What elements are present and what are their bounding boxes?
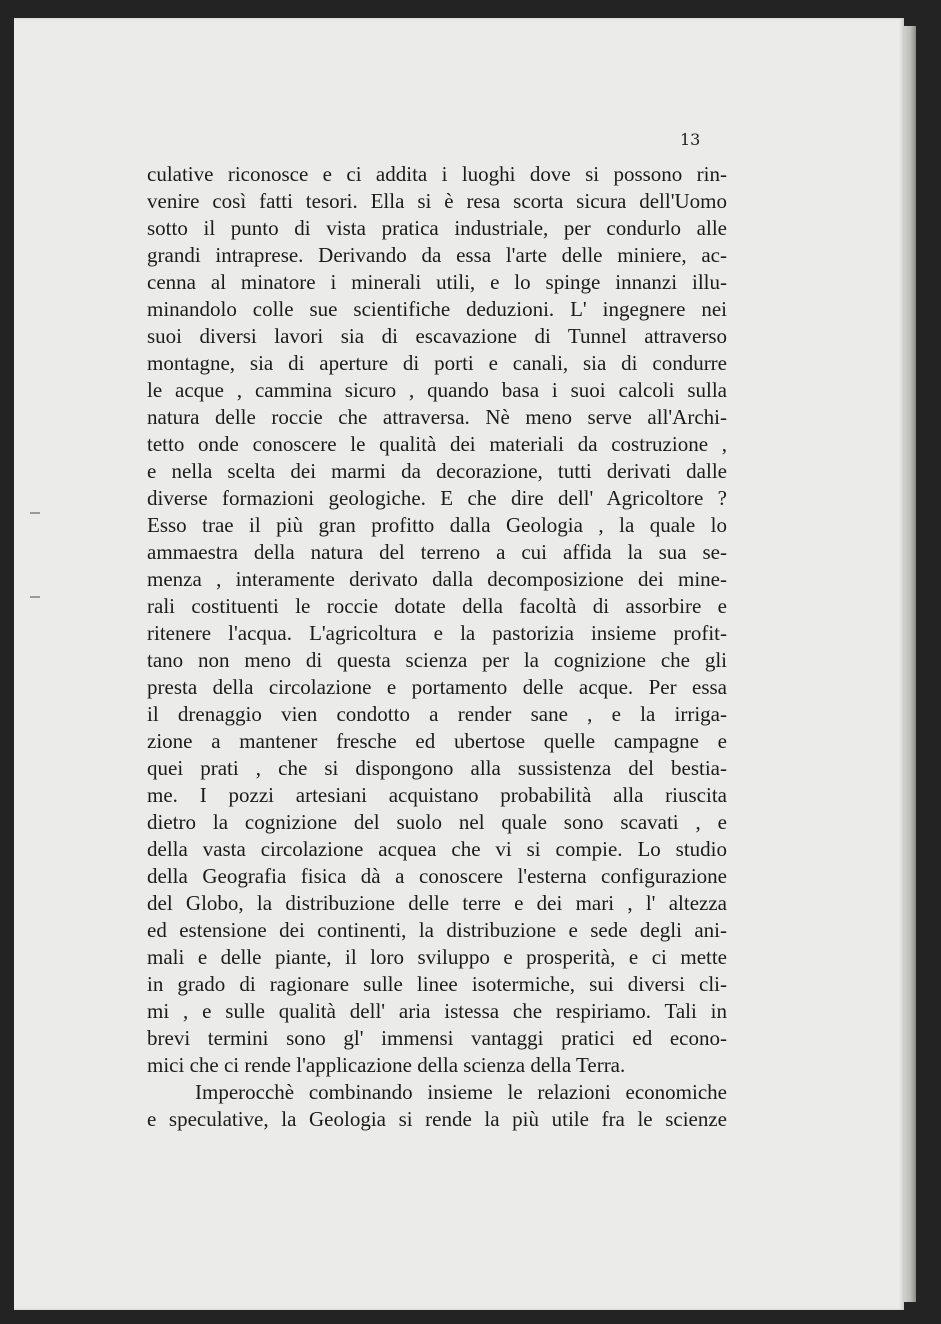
text-line: brevi termini sono gl' immensi vantaggi pratici ed econo- bbox=[147, 1026, 727, 1050]
text-line: mali e delle piante, il loro sviluppo e prosperità, e ci mette bbox=[147, 945, 727, 969]
gutter-mark bbox=[30, 596, 40, 598]
text-line: e nella scelta dei marmi da decorazione, tutti derivati dalle bbox=[147, 459, 727, 483]
text-line: della Geografia fisica dà a conoscere l'esterna configurazione bbox=[147, 864, 727, 888]
text-line: mici che ci rende l'applicazione della scienza della Terra. bbox=[147, 1053, 626, 1077]
text-line: minandolo colle sue scientifiche deduzioni. L' ingegnere nei bbox=[147, 297, 727, 321]
text-line: ritenere l'acqua. L'agricoltura e la pastorizia insieme profit- bbox=[147, 621, 727, 645]
text-line: suoi diversi lavori sia di escavazione di Tunnel attraverso bbox=[147, 324, 727, 348]
text-line: le acque , cammina sicuro , quando basa i suoi calcoli sulla bbox=[147, 378, 727, 402]
text-line: menza , interamente derivato dalla decomposizione dei mine- bbox=[147, 567, 727, 591]
text-line: ed estensione dei continenti, la distribuzione e sede degli ani- bbox=[147, 918, 727, 942]
text-line: venire così fatti tesori. Ella si è resa scorta sicura dell'Uomo bbox=[147, 189, 727, 213]
text-line: rali costituenti le roccie dotate della facoltà di assorbire e bbox=[147, 594, 727, 618]
text-line: grandi intraprese. Derivando da essa l'arte delle miniere, ac- bbox=[147, 243, 727, 267]
text-line: montagne, sia di aperture di porti e canali, sia di condurre bbox=[147, 351, 727, 375]
text-line: cenna al minatore i minerali utili, e lo spinge innanzi illu- bbox=[147, 270, 727, 294]
text-line: Esso trae il più gran profitto dalla Geologia , la quale lo bbox=[147, 513, 727, 537]
text-line: sotto il punto di vista pratica industriale, per condurlo alle bbox=[147, 216, 727, 240]
gutter-mark bbox=[30, 512, 40, 514]
text-line: presta della circolazione e portamento delle acque. Per essa bbox=[147, 675, 727, 699]
text-line: quei prati , che si dispongono alla sussistenza del bestia- bbox=[147, 756, 727, 780]
page-edge bbox=[902, 26, 916, 1302]
text-line: diverse formazioni geologiche. E che dire dell' Agricoltore ? bbox=[147, 486, 727, 510]
text-line: me. I pozzi artesiani acquistano probabilità alla riuscita bbox=[147, 783, 727, 807]
page-number: 13 bbox=[680, 130, 701, 149]
text-line: mi , e sulle qualità dell' aria istessa che respiriamo. Tali in bbox=[147, 999, 727, 1023]
text-line: dietro la cognizione del suolo nel quale sono scavati , e bbox=[147, 810, 727, 834]
text-line: natura delle roccie che attraversa. Nè meno serve all'Archi- bbox=[147, 405, 727, 429]
text-line: tetto onde conoscere le qualità dei materiali da costruzione , bbox=[147, 432, 727, 456]
text-line: della vasta circolazione acquea che vi si compie. Lo studio bbox=[147, 837, 727, 861]
text-line: e speculative, la Geologia si rende la più utile fra le scienze bbox=[147, 1107, 727, 1131]
text-line: ammaestra della natura del terreno a cui affida la sua se- bbox=[147, 540, 727, 564]
text-line: in grado di ragionare sulle linee isotermiche, sui diversi cli- bbox=[147, 972, 727, 996]
text-line: il drenaggio vien condotto a render sane , e la irriga- bbox=[147, 702, 727, 726]
text-line: zione a mantener fresche ed ubertose quelle campagne e bbox=[147, 729, 727, 753]
text-line-paragraph-start: Imperocchè combinando insieme le relazioni economiche bbox=[195, 1080, 727, 1104]
body-text bbox=[147, 161, 727, 1133]
text-line: culative riconosce e ci addita i luoghi dove si possono rin- bbox=[147, 162, 727, 186]
text-line: del Globo, la distribuzione delle terre e dei mari , l' altezza bbox=[147, 891, 727, 915]
text-line: tano non meno di questa scienza per la cognizione che gli bbox=[147, 648, 727, 672]
